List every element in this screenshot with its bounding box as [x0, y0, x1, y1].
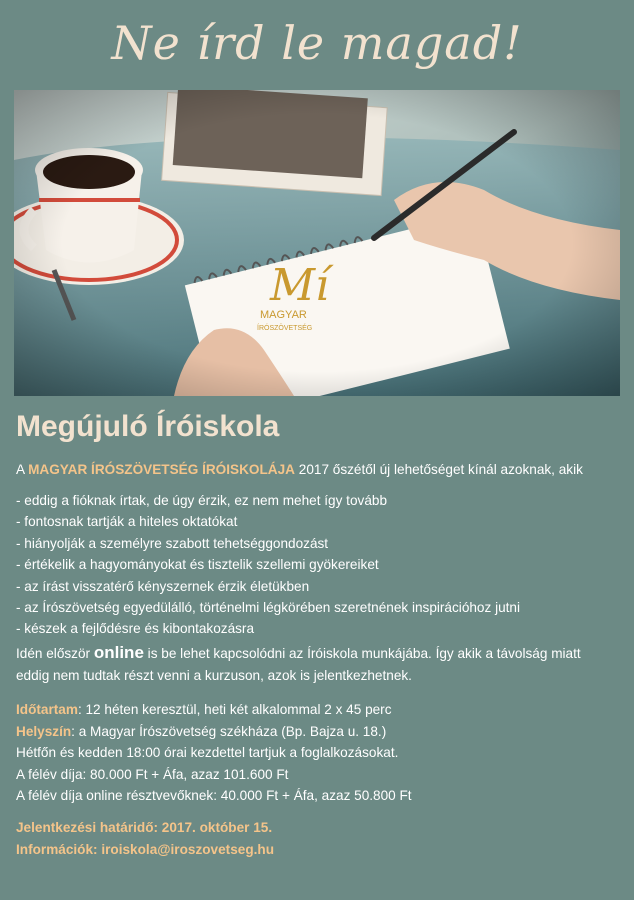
list-item: - az Írószövetség egyedülálló, történelmi légkörében szeretnének inspirációhoz jutni [16, 600, 521, 616]
duration-label: Időtartam [16, 702, 78, 717]
list-item: - fontosnak tartják a hiteles oktatókat [16, 514, 238, 530]
list-item: - készek a fejlődésre és kibontakozásra [16, 621, 255, 637]
svg-text:Mí: Mí [270, 260, 330, 311]
intro-text: A MAGYAR ÍRÓSZÖVETSÉG ÍRÓISKOLÁJA 2017 őszétől új lehetőséget kínál azoknak, akik [16, 462, 583, 477]
poster-headline: Ne írd le magad! [111, 16, 523, 70]
deadline-value: 2017. október 15. [158, 820, 273, 835]
duration-value: : 12 héten keresztül, heti két alkalommal 2 x 45 perc [77, 702, 392, 717]
list-item: - az írást visszatérő kényszernek érzik életükben [16, 578, 310, 594]
location-value: : a Magyar Írószövetség székháza (Bp. Bajza u. 18.) [71, 723, 387, 739]
info-label: Információk: [16, 841, 98, 857]
schedule-row: Hétfőn és kedden 18:00 órai kezdettel tartjuk a foglalkozásokat. [16, 745, 399, 760]
list-item: - értékelik a hagyományokat és tisztelik szellemi gyökereiket [16, 557, 379, 573]
svg-text:MAGYAR: MAGYAR [260, 309, 307, 321]
contact-footer [16, 817, 626, 860]
svg-text:ÍRÓSZÖVETSÉG: ÍRÓSZÖVETSÉG [257, 325, 313, 332]
online-highlight: online [93, 643, 144, 662]
location-row [16, 721, 626, 743]
location-label: Helyszín [16, 723, 72, 739]
online-fee-row: A félév díja online résztvevőknek: 40.000 Ft + Áfa, azaz 50.800 Ft [16, 788, 412, 803]
fee-row: A félév díja: 80.000 Ft + Áfa, azaz 101.600 Ft [16, 766, 289, 782]
list-item: - eddig a fióknak írtak, de úgy érzik, ez nem mehet így tovább [16, 493, 388, 508]
online-paragraph: Idén először online is be lehet kapcsolódni az Íróiskola munkájába. Így akik a távolság miatt eddig nem tudtak részt venni a kurzuson, azok is jelentkezhetnek. [16, 643, 581, 683]
info-email-link[interactable]: iroiskola@iroszovetseg.hu [97, 841, 275, 857]
course-details [16, 699, 626, 807]
duration-row [16, 699, 626, 721]
deadline-label: Jelentkezési határidő: [16, 820, 159, 835]
school-name: MAGYAR ÍRÓSZÖVETSÉG ÍRÓISKOLÁJA [28, 462, 295, 477]
deadline-row [16, 817, 626, 839]
info-row [16, 839, 626, 861]
audience-list [16, 490, 626, 640]
page-title: Megújuló Íróiskola [16, 410, 280, 443]
hero-photo [14, 90, 620, 396]
list-item: - hiányolják a személyre szabott tehetséggondozást [16, 535, 329, 551]
